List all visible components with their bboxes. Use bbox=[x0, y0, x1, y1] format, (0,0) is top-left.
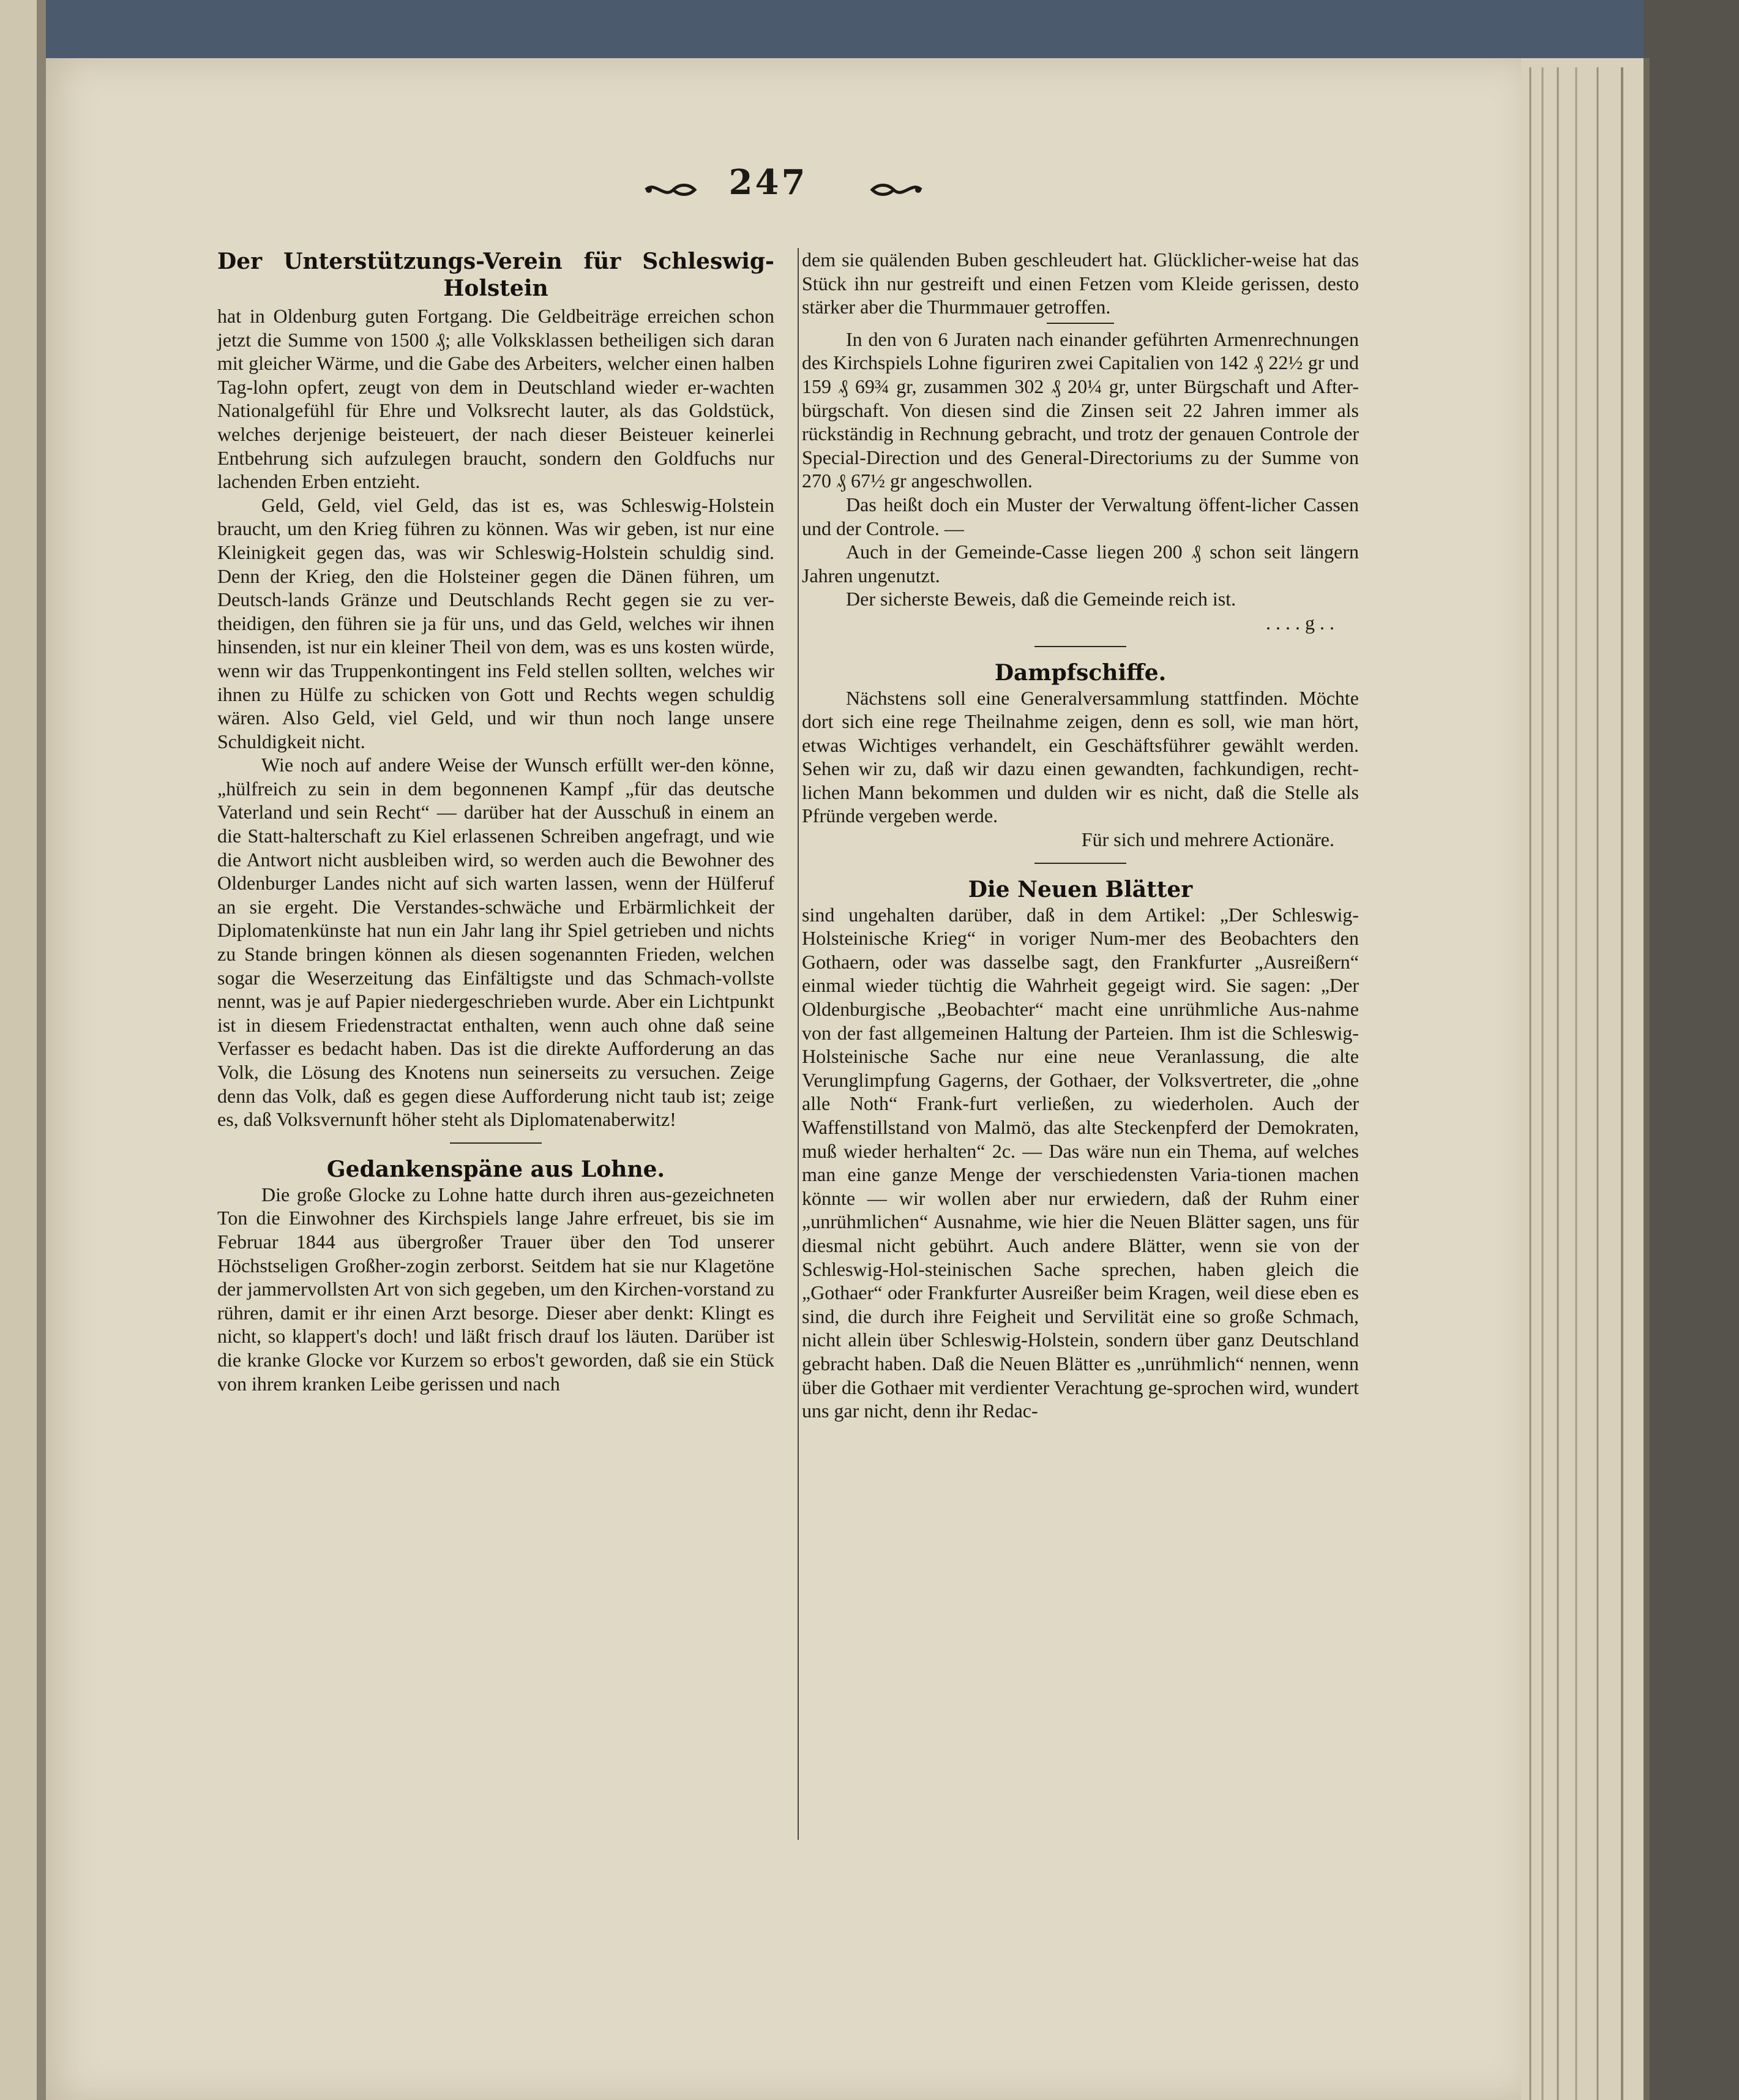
right-column bbox=[802, 248, 1359, 1423]
signature: Für sich und mehrere Actionäre. bbox=[1081, 828, 1334, 851]
article-title: Gedankenspäne aus Lohne. bbox=[326, 1156, 665, 1182]
article-title: Dampfschiffe. bbox=[994, 659, 1167, 686]
page-number: 247 bbox=[728, 162, 808, 203]
paragraph: Nächstens soll eine Generalversammlung stattfinden. Möchte dort sich eine rege Theilnahme zeigen, denn es soll, wie man hört, etwas Wichtiges verhandelt, ein Geschäftsführer gewählt werden. Sehen wir zu, daß wir dazu einen gewandten, fachkundigen, recht-lichen Mann bekommen und dulden wir es nicht, daß die Stelle als Pfründe vergeben werde. bbox=[802, 686, 1359, 827]
separator-rule bbox=[1047, 323, 1114, 324]
paragraph: dem sie quälenden Buben geschleudert hat. Glücklicher-weise hat das Stück ihn nur gestreift und einen Fetzen vom Kleide gerissen, desto stärker aber die Thurmmauer getroffen. bbox=[802, 249, 1359, 318]
signature: . . . . g . . bbox=[1266, 611, 1334, 634]
binding-top bbox=[46, 0, 1644, 58]
paragraph: sind ungehalten darüber, daß in dem Artikel: „Der Schleswig-Holsteinische Krieg“ in voriger Num-mer des Beobachters den Gothaern, oder was dasselbe sagt, den Frankfurter „Ausreißern“ einmal wieder tüchtig die Wahrheit gegeigt wird. Sie sagen: „Der Oldenburgische „Beobachter“ macht eine unrühmliche Aus-nahme von der fast allgemeinen Haltung der Parteien. Ihm ist die Schleswig-Holsteinische Sache nur eine neue Veranlassung, die alte Verunglimpfung Gagerns, der Gothaer, der Volksvertreter, die „ohne alle Noth“ Frank-furt verließen, zu wiederholen. Auch der Waffenstillstand von Malmö, das alte Steckenpferd der Demokraten, muß wieder herhalten“ 2c. — Das wäre nun ein Thema, auf welches man eine ganze Menge der verschiedensten Varia-tionen machen könnte — wir wollen aber nur erwiedern, daß der Ruhm einer „unrühmlichen“ Ausnahme, wie hier die Neuen Blätter sagen, uns für diesmal nicht gebührt. Auch andere Blätter, wenn sie von der Schleswig-Hol-steinischen Sache sprechen, haben gleich die „Gothaer“ oder Frankfurter Ausreißer beim Kragen, weil diese eben es sind, die durch ihre Feigheit und Servilität eine so große Schmach, nicht allein über Schleswig-Holstein, sondern über ganz Deutschland gebracht haben. Daß die Neuen Blätter es „unrühmlich“ nennen, wenn über die Gothaer mit verdienter Verachtung ge-sprochen wird, wundert uns gar nicht, denn ihr Redac- bbox=[802, 903, 1359, 1422]
paragraph: Die große Glocke zu Lohne hatte durch ihren aus-gezeichneten Ton die Einwohner des Kirchspiels lange Jahre erfreuet, bis sie im Februar 1844 aus übergroßer Trauer über den Tod unserer Höchstseligen Großher-zogin zerborst. Seitdem hat sie nur Klagetöne der jammervollsten Art von sich gegeben, um den Kirchen-vorstand zu rühren, damit er ihr einen Arzt besorge. Dieser aber denkt: Klingt es nicht, so klappert's doch! und läßt frisch drauf los läuten. Darüber ist die kranke Glocke vor Kurzem so erbos't geworden, daß sie ein Stück von ihrem kranken Leibe gerissen und nach bbox=[217, 1183, 774, 1395]
paragraph: Wie noch auf andere Weise der Wunsch erfüllt wer-den könne, „hülfreich zu sein in dem begonnenen Kampf „für das deutsche Vaterland und sein Recht“ — darüber hat der Ausschuß in einem an die Statt-halterschaft zu Kiel erlassenen Schreiben angefragt, und wie die Antwort nicht ausbleiben wird, so werden auch die Bewohner des Oldenburger Landes nicht auf sich warten lassen, wenn der Hülferuf an sie ergeht. Die Verstandes-schwäche und Erbärmlichkeit der Diplomatenkünste hat nun ein Jahr lang ihr Spiel getrieben und nichts zu Stande bringen können als diesen sogenannten Frieden, welchen sogar die Weserzeitung das Einfältigste und das Schmach-vollste nennt, was je auf Papier niedergeschrieben wurde. Aber ein Lichtpunkt ist in diesem Friedenstractat enthalten, wenn auch ohne daß seine Verfasser es bedacht haben. Das ist die direkte Aufforderung an das Volk, die Lösung des Knotens nun seinerseits zu versuchen. Zeige denn das Volk, daß es gegen diese Aufforderung nicht taub ist; zeige es, daß Volksvernunft höher steht als Diplomatenaberwitz! bbox=[217, 754, 774, 1131]
separator-rule bbox=[1034, 863, 1126, 864]
article-title: Die Neuen Blätter bbox=[968, 876, 1193, 902]
separator-rule bbox=[450, 1142, 542, 1144]
paragraph: Das heißt doch ein Muster der Verwaltung öffent-licher Cassen und der Controle. — bbox=[802, 493, 1359, 539]
paragraph: hat in Oldenburg guten Fortgang. Die Geldbeiträge erreichen schon jetzt die Summe von 1500 ₰; alle Volksklassen betheiligen sich daran mit gleicher Wärme, und die Gabe des Arbeiters, welcher einen halben Tag-lohn opfert, zeugt von dem in Deutschland wieder er-wachten Nationalgefühl für Ehre und Volksrecht lauter, als das Goldstück, welches derjenige beisteuert, der nach dieser Beisteuer keinerlei Entbehrung sich aufzulegen braucht, sondern den Goldfuchs nur lachenden Erben entzieht. bbox=[217, 305, 774, 493]
column-rule bbox=[798, 248, 799, 1840]
page-stack bbox=[1521, 58, 1644, 2100]
article-title-cont: Holstein bbox=[443, 276, 548, 301]
paragraph: Auch in der Gemeinde-Casse liegen 200 ₰ schon seit längern Jahren ungenutzt. bbox=[802, 541, 1359, 587]
separator-rule bbox=[1034, 646, 1126, 647]
paragraph: In den von 6 Juraten nach einander geführten Armenrechnungen des Kirchspiels Lohne figuriren zwei Capitalien von 142 ₰ 22½ gr und 159 ₰ 69¾ gr, zusammen 302 ₰ 20¼ gr, unter Bürgschaft und After-bürgschaft. Von diesen sind die Zinsen seit 22 Jahren immer als rückständig in Rechnung gebracht, und trotz der genauen Controle der Special-Direction und des General-Directoriums zu der Summe von 270 ₰ 67½ gr angeschwollen. bbox=[802, 328, 1359, 492]
paragraph: Der sicherste Beweis, daß die Gemeinde reich ist. bbox=[846, 588, 1236, 610]
left-column bbox=[217, 248, 774, 1395]
paragraph: Geld, Geld, viel Geld, das ist es, was Schleswig-Holstein braucht, um den Krieg führen zu können. Was wir geben, ist nur eine Kleinigkeit gegen das, was wir Schleswig-Holstein schuldig sind. Denn der Krieg, den die Holsteiner gegen die Dänen führen, um Deutsch-lands Gränze und Deutschlands Recht gegen sie zu ver-theidigen, den führen sie ja für uns, und das Geld, welches wir ihnen hinsenden, ist nur ein kleiner Theil von dem, was es uns kosten würde, wenn wir das Truppenkontingent ins Feld stellen sollten, welches wir ihnen zu Hülfe zu schicken von Gott und Rechts wegen schuldig wären. Also Geld, viel Geld, und wir thun noch lange unsere Schuldigkeit nicht. bbox=[217, 493, 774, 752]
article-title: Der Unterstützungs-Verein für Schleswig- bbox=[217, 249, 774, 274]
